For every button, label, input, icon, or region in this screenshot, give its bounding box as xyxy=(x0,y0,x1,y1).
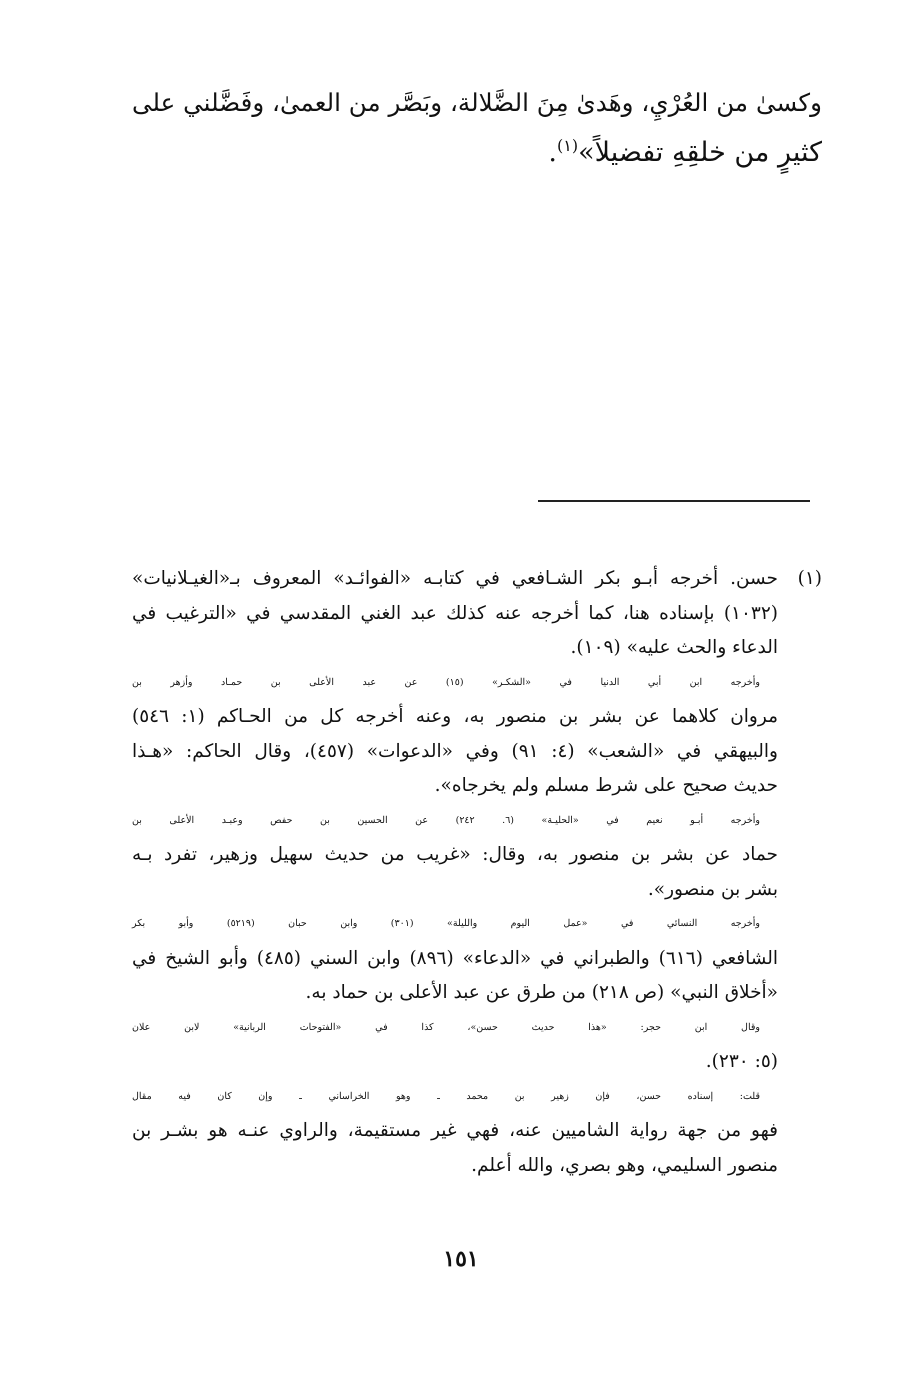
footnote-line: الشافعي (٦١٦) والطبراني في «الدعاء» (٨٩٦) وابن السني (٤٨٥) وأبو الشيخ في xyxy=(132,947,778,969)
footnote-line: (٥: ٢٣٠). xyxy=(705,1051,778,1072)
footnote-marker: (١) xyxy=(797,568,822,589)
footnote-line: حماد عن بشر بن منصور به، وقال: «غريب من حديث سهيل وزهير، تفرد بـه xyxy=(132,844,778,865)
footnote-paragraph xyxy=(132,804,778,908)
footnote-line: حديث صحيح على شرط مسلم ولم يخرجاه». xyxy=(434,775,778,796)
footnote-paragraph xyxy=(132,907,778,1011)
main-text-end-punct: . xyxy=(548,137,557,168)
footnote-line: وأخرجه أبـو نعيم في «الحليـة» (٦. ٢٤٢) عن الحسين بن حفص وعبـد الأعلى بن xyxy=(132,814,760,826)
footnotes-block xyxy=(132,562,822,1183)
main-text-block xyxy=(132,78,822,178)
footnote-paragraph-body xyxy=(132,562,778,666)
footnote-line: «أخلاق النبي» (ص ٢١٨) من طرق عن عبد الأعلى بن حماد به. xyxy=(305,982,778,1003)
footnote-paragraph xyxy=(132,1080,778,1184)
footnote-line: (١٠٣٢) بإسناده هنا، كما أخرجه عنه كذلك عبد الغني المقدسي في «الترغيب في xyxy=(132,602,778,624)
main-text-line xyxy=(132,128,822,178)
footnote-line: وأخرجه ابن أبي الدنيا في «الشكـر» (١٥) عن عبد الأعلى بن حمـاد وأزهر بن xyxy=(132,676,760,688)
main-text-line: وكسىٰ من العُرْيِ، وهَدىٰ مِنَ الضَّلالة، وبَصَّر من العمىٰ، وفَضَّلني على xyxy=(132,88,822,117)
footnote-separator xyxy=(538,500,810,502)
footnote-line: والبيهقي في «الشعب» (٤: ٩١) وفي «الدعوات» (٤٥٧)، وقال الحاكم: «هـذا xyxy=(132,740,778,762)
footnote-line: مروان كلاهما عن بشر بن منصور به، وعنه أخرجه كل من الحـاكم (١: ٥٤٦) xyxy=(132,706,778,727)
main-text-line-content: كثيرٍ من خلقِهِ تفضيلاً» xyxy=(578,137,822,168)
footnote-reference: (١) xyxy=(556,136,579,155)
page-number: ١٥١ xyxy=(443,1246,479,1272)
footnote-line: وقال ابن حجر: «هذا حديث حسن»، كذا في «الفتوحات الربانية» لابن علان xyxy=(132,1021,760,1033)
footnote-first-paragraph xyxy=(132,562,822,666)
footnote-line: الدعاء والحث عليه» (١٠٩). xyxy=(570,637,778,658)
footnote-line: وأخرجه النسائي في «عمل اليوم والليلة» (٣٠١) وابن حبان (٥٢١٩) وأبو بكر xyxy=(132,918,761,929)
footnote-line: قلت: إسناده حسن، فإن زهير بن محمد ـ وهو الخراساني ـ وإن كان فيه مقال xyxy=(132,1090,760,1102)
footnote-line: حسن. أخرجه أبـو بكر الشـافعي في كتابـه «الفوائـد» المعروف بـ«الغيـلانيات» xyxy=(132,568,778,589)
footnote-line: منصور السليمي، وهو بصري، والله أعلم. xyxy=(471,1154,778,1176)
footnote-paragraph xyxy=(132,1011,778,1080)
footnote-line: بشر بن منصور». xyxy=(647,878,778,900)
footnote-line: فهو من جهة رواية الشاميين عنه، فهي غير مستقيمة، والراوي عنـه هو بشـر بن xyxy=(132,1120,778,1141)
footnote-paragraph xyxy=(132,666,778,804)
